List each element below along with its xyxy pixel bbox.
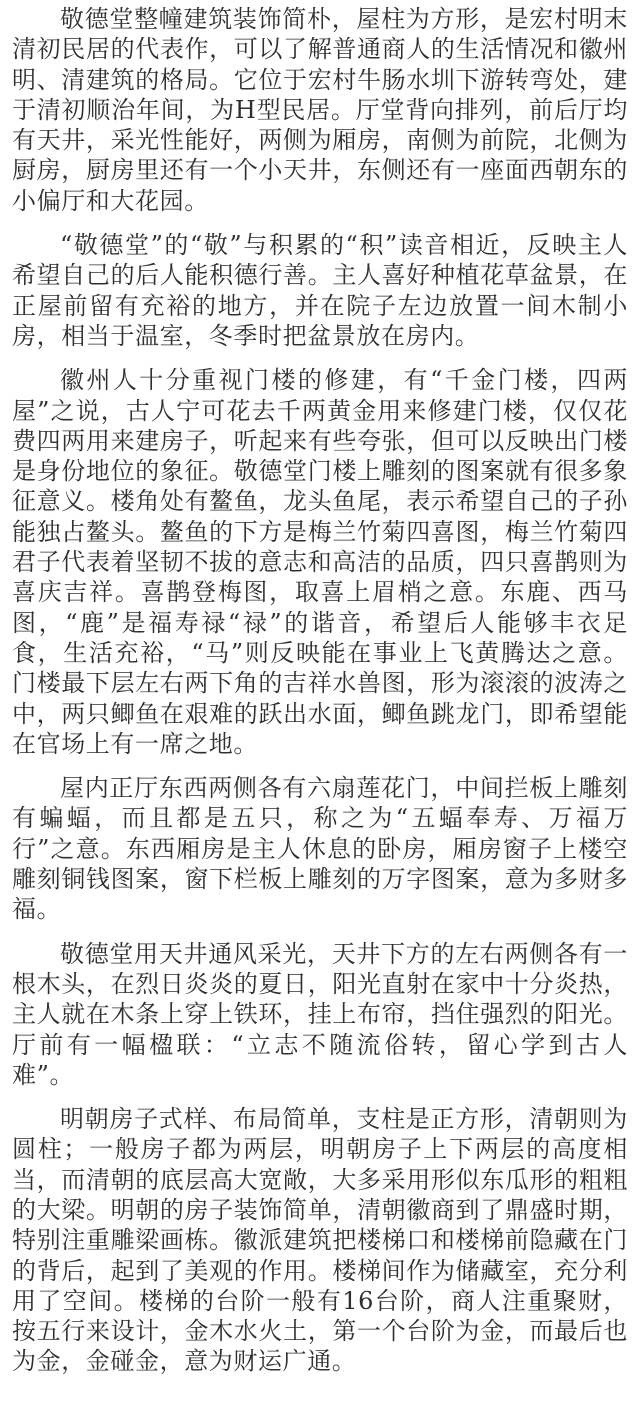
paragraph-gate-tower: 徽州人十分重视门楼的修建，有“千金门楼，四两屋”之说，古人宁可花去千两黄金用来修建门楼，仅仅花费四两用来建房子，听起来有些夸张，但可以反映出门楼是身份地位的象征。敬德堂门楼上雕刻的图案就有很多象征意义。楼角处有鳌鱼，龙头鱼尾，表示希望自己的子孙能独占鳌头。鳌鱼的下方是梅兰竹菊四喜图，梅兰竹菊四君子代表着坚韧不拔的意志和高洁的品质，四只喜鹊则为喜庆吉祥。喜鹊登梅图，取喜上眉梢之意。东鹿、西马图，“鹿”是福寿禄“禄”的谐音，希望后人能够丰衣足食，生活充裕，“马”则反映能在事业上飞黄腾达之意。门楼最下层左右两下角的吉祥水兽图，形为滚滚的波涛之中，两只鲫鱼在艰难的跃出水面，鲫鱼跳龙门，即希望能在官场上有一席之地。 [12,366,628,758]
paragraph-name-meaning: “敬德堂”的“敬”与积累的“积”读音相近，反映主人希望自己的后人能积德行善。主人喜好种植花草盆景，在正屋前留有充裕的地方，并在院子左边放置一间木制小房，相当于温室，冬季时把盆景放在房内。 [12,231,628,350]
paragraph-courtyard: 敬德堂用天井通风采光，天井下方的左右两侧各有一根木头，在烈日炎炎的夏日，阳光直射在家中十分炎热，主人就在木条上穿上铁环，挂上布帘，挡住强烈的阳光。厅前有一幅楹联：“立志不随流俗转，留心学到古人难”。 [12,939,628,1089]
paragraph-ming-qing-comparison: 明朝房子式样、布局简单，支柱是正方形，清朝则为圆柱；一般房子都为两层，明朝房子上下两层的高度相当，而清朝的底层高大宽敞，大多采用形似东瓜形的粗粗的大梁。明朝的房子装饰简单，清朝徽商到了鼎盛时期，特别注重雕梁画栋。徽派建筑把楼梯口和楼梯前隐藏在门的背后，起到了美观的作用。楼梯间作为储藏室，充分利用了空间。楼梯的台阶一般有16台阶，商人注重聚财，按五行来设计，金木水火土，第一个台阶为金，而最后也为金，金碰金，意为财运广通。 [12,1105,628,1376]
paragraph-main-hall: 屋内正厅东西两侧各有六扇莲花门，中间拦板上雕刻有蝙蝠，而且都是五只，称之为“五蝠奉寿、万福万行”之意。东西厢房是主人休息的卧房，厢房窗子上楼空雕刻铜钱图案，窗下栏板上雕刻的万字图案，意为多财多福。 [12,774,628,924]
paragraph-overview: 敬德堂整幢建筑装饰简朴，屋柱为方形，是宏村明末清初民居的代表作，可以了解普通商人的生活情况和徽州明、清建筑的格局。它位于宏村牛肠水圳下游转弯处，建于清初顺治年间，为H型民居。厅堂背向排列，前后厅均有天井，采光性能好，两侧为厢房，南侧为前院，北侧为厨房，厨房里还有一个小天井，东侧还有一座面西朝东的小偏厅和大花园。 [12,5,628,215]
